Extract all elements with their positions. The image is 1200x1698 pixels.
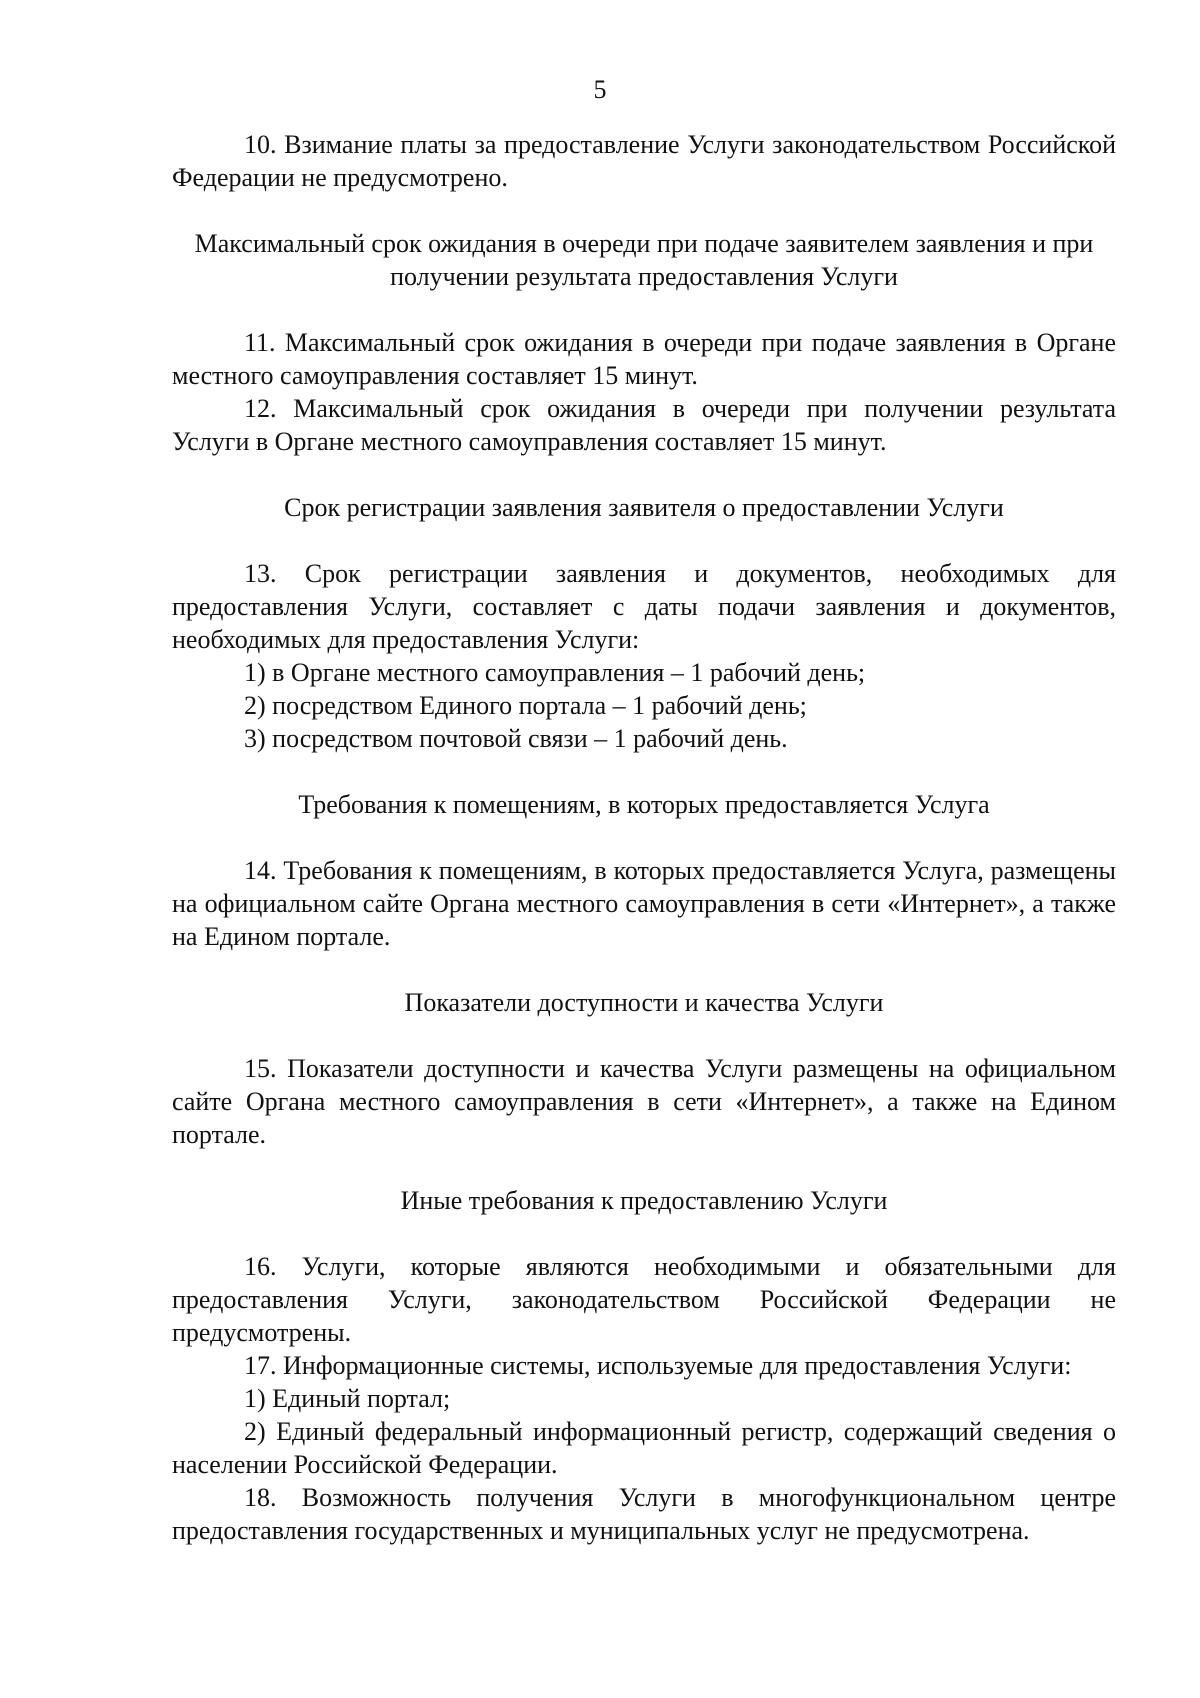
list-item: 1) в Органе местного самоуправления – 1 рабочий день; bbox=[244, 658, 866, 687]
list-item: 2) Единый федеральный информационный регистр, содержащий сведения о населении Российской Федерации. bbox=[172, 1417, 1116, 1479]
section-heading-premises: Требования к помещениям, в которых предоставляется Услуга bbox=[298, 790, 990, 819]
section-heading-registration: Срок регистрации заявления заявителя о предоставлении Услуги bbox=[284, 493, 1004, 522]
paragraph-15: 15. Показатели доступности и качества Услуги размещены на официальном сайте Органа местного самоуправления в сети «Интернет», а также на Едином портале. bbox=[172, 1054, 1116, 1149]
section-heading-quality: Показатели доступности и качества Услуги bbox=[404, 988, 884, 1017]
list-item: 3) посредством почтовой связи – 1 рабочий день. bbox=[244, 724, 788, 753]
document-body bbox=[172, 128, 1116, 1547]
list-item: 2) посредством Единого портала – 1 рабочий день; bbox=[244, 691, 807, 720]
paragraph-14: 14. Требования к помещениям, в которых предоставляется Услуга, размещены на официальном сайте Органа местного самоуправления в сети «Интернет», а также на Едином портале. bbox=[172, 856, 1116, 951]
paragraph-13: 13. Срок регистрации заявления и документов, необходимых для предоставления Услуги, составляет с даты подачи заявления и документов, необходимых для предоставления Услуги: bbox=[172, 559, 1116, 654]
section-heading-other-requirements: Иные требования к предоставлению Услуги bbox=[400, 1186, 888, 1215]
list-item: 1) Единый портал; bbox=[244, 1384, 451, 1413]
paragraph-16: 16. Услуги, которые являются необходимыми и обязательными для предоставления Услуги, законодательством Российской Федерации не предусмотрены. bbox=[172, 1252, 1116, 1347]
paragraph-17: 17. Информационные системы, используемые для предоставления Услуги: bbox=[244, 1351, 1072, 1380]
paragraph-11: 11. Максимальный срок ожидания в очереди при подаче заявления в Органе местного самоуправления составляет 15 минут. bbox=[172, 328, 1116, 390]
section-heading-waiting-time: Максимальный срок ожидания в очереди при подаче заявителем заявления и при получении результата предоставления Услуги bbox=[194, 229, 1094, 291]
page-number: 5 bbox=[593, 75, 607, 104]
paragraph-18: 18. Возможность получения Услуги в многофункциональном центре предоставления государственных и муниципальных услуг не предусмотрена. bbox=[172, 1483, 1116, 1545]
paragraph-12: 12. Максимальный срок ожидания в очереди при получении результата Услуги в Органе местного самоуправления составляет 15 минут. bbox=[172, 394, 1116, 456]
paragraph-10: 10. Взимание платы за предоставление Услуги законодательством Российской Федерации не предусмотрено. bbox=[172, 130, 1116, 192]
